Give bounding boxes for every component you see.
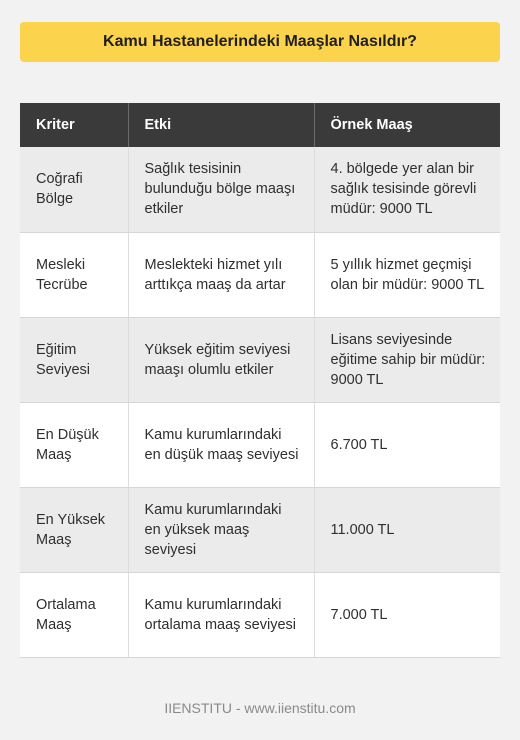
criterion-cell: Ortalama Maaş [20, 572, 128, 657]
column-header-kriter: Kriter [20, 103, 128, 147]
table-row [20, 402, 500, 487]
criterion-cell: En Düşük Maaş [20, 402, 128, 487]
effect-cell: Kamu kurumlarındaki en düşük maaş seviyesi [128, 402, 314, 487]
table-header-row [20, 103, 500, 147]
example-salary-cell: 11.000 TL [314, 487, 500, 572]
criterion-cell: En Yüksek Maaş [20, 487, 128, 572]
column-header-ornek-maas: Örnek Maaş [314, 103, 500, 147]
table-row [20, 147, 500, 232]
effect-cell: Kamu kurumlarındaki ortalama maaş seviyesi [128, 572, 314, 657]
table-row [20, 232, 500, 317]
effect-cell: Meslekteki hizmet yılı arttıkça maaş da artar [128, 232, 314, 317]
salary-table [20, 103, 500, 658]
effect-cell: Kamu kurumlarındaki en yüksek maaş seviyesi [128, 487, 314, 572]
footer-source: IIENSTITU - www.iienstitu.com [164, 700, 356, 716]
effect-cell: Sağlık tesisinin bulunduğu bölge maaşı etkiler [128, 147, 314, 232]
example-salary-cell: 4. bölgede yer alan bir sağlık tesisinde görevli müdür: 9000 TL [314, 147, 500, 232]
table-row [20, 317, 500, 402]
criterion-cell: Mesleki Tecrübe [20, 232, 128, 317]
criterion-cell: Coğrafi Bölge [20, 147, 128, 232]
table-row [20, 572, 500, 657]
table-row [20, 487, 500, 572]
example-salary-cell: 5 yıllık hizmet geçmişi olan bir müdür: 9000 TL [314, 232, 500, 317]
column-header-etki: Etki [128, 103, 314, 147]
effect-cell: Yüksek eğitim seviyesi maaşı olumlu etkiler [128, 317, 314, 402]
criterion-cell: Eğitim Seviyesi [20, 317, 128, 402]
example-salary-cell: Lisans seviyesinde eğitime sahip bir müdür: 9000 TL [314, 317, 500, 402]
example-salary-cell: 6.700 TL [314, 402, 500, 487]
page-title: Kamu Hastanelerindeki Maaşlar Nasıldır? [20, 22, 500, 62]
example-salary-cell: 7.000 TL [314, 572, 500, 657]
